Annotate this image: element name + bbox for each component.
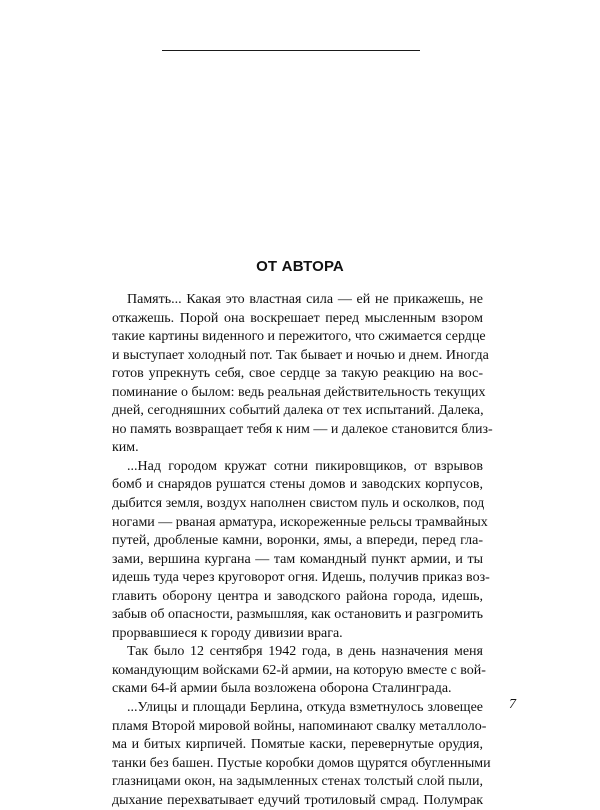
text-line: пламя Второй мировой войны, напоминают свалку металлоло- [112,718,487,734]
text-line: путей, дробленые камни, воронки, ямы, а впереди, перед гла- [112,533,483,549]
text-line: Память... Какая это властная сила — ей не прикажешь, не [127,292,483,307]
paragraph [112,458,490,643]
text-line: командующим войсками 62-й армии, на которую вместе с вой- [112,662,486,678]
text-line: сками 64-й армии была возложена оборона Сталинграда. [112,681,452,697]
text-line: ...Улицы и площади Берлина, откуда взметнулось зловещее [127,700,483,716]
text-line: танки без башен. Пустые коробки домов щурятся обугленными [112,755,491,771]
text-line: прорвавшиеся к городу дивизии врага. [112,625,343,641]
text-line: бомб и снарядов рушатся стены домов и заводских корпусов, [112,477,483,493]
paragraph [112,291,493,458]
text-line: ...Над городом кружат сотни пикировщиков, от взрывов [127,458,483,474]
text-line: зами, вершина кургана — там командный пункт армии, и ты [112,551,483,567]
page-number: 7 [509,697,516,712]
text-line: главить оборону центра и заводского района города, идешь, [112,588,483,604]
text-line: но память возвращает тебя к ним — и далекое становится близ- [112,421,493,437]
text-line: дыхание перехватывает едучий тротиловый смрад. Полумрак [112,792,483,808]
text-line: ким. [112,440,139,456]
text-line: поминание о былом: ведь реальная действительность текущих [112,384,486,400]
text-line: ма и битых кирпичей. Помятые каски, перевернутые орудия, [112,737,483,753]
paragraph [112,699,491,810]
chapter-heading: ОТ АВТОРА [256,258,344,275]
text-line: идешь туда через круговорот огня. Идешь, получив приказ воз- [112,570,490,586]
text-line: готов упрекнуть себя, свое сердце за такую реакцию на вос- [112,366,483,382]
text-line: ногами — рваная арматура, искореженные рельсы трамвайных [112,514,488,530]
top-rule [162,50,420,51]
text-line: забыв об опасности, размышляя, как остановить и разгромить [112,607,483,623]
text-line: дыбится земля, воздух наполнен свистом пуль и осколков, под [112,496,485,512]
paragraph [112,643,486,699]
body-text [112,291,493,810]
text-line: глазницами окон, на задымленных стенах толстый слой пыли, [112,774,483,790]
text-line: Так было 12 сентября 1942 года, в день назначения меня [127,644,483,660]
text-line: дней, сегодняшних событий далека от тех испытаний. Далека, [112,403,484,419]
text-line: откажешь. Порой она воскрешает перед мысленным взором [112,310,483,326]
text-line: и выступает холодный пот. Так бывает и ночью и днем. Иногда [112,347,489,363]
text-line: такие картины виденного и пережитого, что сжимается сердце [112,329,486,345]
